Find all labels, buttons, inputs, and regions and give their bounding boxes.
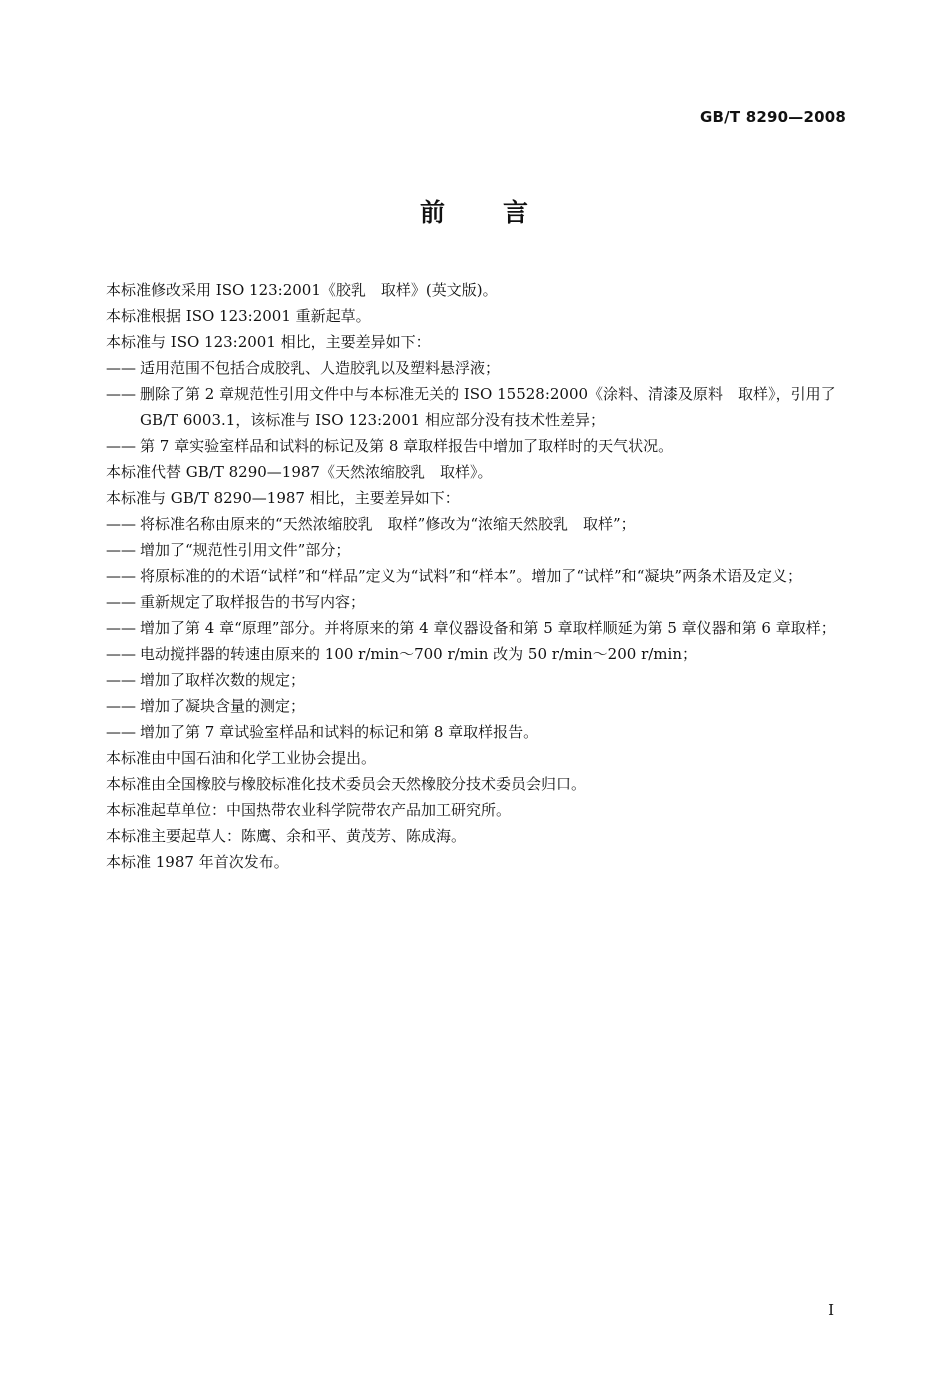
paragraph: 本标准与 ISO 123:2001 相比，主要差异如下： xyxy=(106,333,431,351)
list-item-text: 增加了“规范性引用文件”部分； xyxy=(140,541,351,559)
dash-marker: —— xyxy=(106,619,136,637)
list-item xyxy=(106,615,850,641)
list-item-text: 重新规定了取样报告的书写内容； xyxy=(140,593,366,611)
list-item xyxy=(106,511,850,537)
list-item xyxy=(106,641,850,667)
standard-code: GB/T 8290—2008 xyxy=(700,108,846,126)
dash-marker: —— xyxy=(106,697,136,715)
list-item-text: 适用范围不包括合成胶乳、人造胶乳以及塑料悬浮液； xyxy=(140,359,501,377)
list-item-text: 删除了第 2 章规范性引用文件中与本标准无关的 ISO 15528:2000《涂料、清漆及原料 取样》，引用了 GB/T 6003.1，该标准与 ISO 123:2001 相应部分没有技术性差异； xyxy=(140,385,836,429)
list-item-text: 第 7 章实验室样品和试料的标记及第 8 章取样报告中增加了取样时的天气状况。 xyxy=(140,437,674,455)
paragraph: 本标准由中国石油和化学工业协会提出。 xyxy=(106,749,377,767)
list-item xyxy=(106,537,850,563)
list-item xyxy=(106,693,850,719)
paragraph: 本标准主要起草人：陈鹰、余和平、黄茂芳、陈成海。 xyxy=(106,827,467,845)
list-item xyxy=(106,563,850,589)
list-item-text: 增加了取样次数的规定； xyxy=(140,671,306,689)
list-item-text: 增加了凝块含量的测定； xyxy=(140,697,306,715)
paragraph: 本标准由全国橡胶与橡胶标准化技术委员会天然橡胶分技术委员会归口。 xyxy=(106,775,587,793)
paragraph: 本标准与 GB/T 8290—1987 相比，主要差异如下： xyxy=(106,489,460,507)
list-item xyxy=(106,355,850,381)
page-number: I xyxy=(828,1301,834,1319)
dash-marker: —— xyxy=(106,671,136,689)
dash-marker: —— xyxy=(106,515,136,533)
dash-marker: —— xyxy=(106,593,136,611)
list-item-text: 电动搅拌器的转速由原来的 100 r/min～700 r/min 改为 50 r/min～200 r/min； xyxy=(140,645,697,663)
page-title xyxy=(0,193,950,229)
list-item xyxy=(106,433,850,459)
list-item-text: 增加了第 4 章“原理”部分。并将原来的第 4 章仪器设备和第 5 章取样顺延为第 5 章仪器和第 6 章取样； xyxy=(140,619,836,637)
paragraph: 本标准起草单位：中国热带农业科学院带农产品加工研究所。 xyxy=(106,801,512,819)
dash-marker: —— xyxy=(106,541,136,559)
title-char-2: 言 xyxy=(503,198,531,227)
paragraph: 本标准修改采用 ISO 123:2001《胶乳 取样》(英文版)。 xyxy=(106,281,498,299)
dash-marker: —— xyxy=(106,359,136,377)
list-item-text: 增加了第 7 章试验室样品和试料的标记和第 8 章取样报告。 xyxy=(140,723,539,741)
dash-marker: —— xyxy=(106,723,136,741)
title-char-1: 前 xyxy=(419,198,447,227)
list-item-text: 将原标准的的术语“试样”和“样品”定义为“试料”和“样本”。增加了“试样”和“凝块”两条术语及定义； xyxy=(140,567,803,585)
dash-marker: —— xyxy=(106,385,136,403)
list-item xyxy=(106,589,850,615)
dash-marker: —— xyxy=(106,645,136,663)
list-item xyxy=(106,667,850,693)
foreword-body xyxy=(106,277,850,875)
paragraph: 本标准代替 GB/T 8290—1987《天然浓缩胶乳 取样》。 xyxy=(106,463,493,481)
dash-marker: —— xyxy=(106,567,136,585)
dash-marker: —— xyxy=(106,437,136,455)
paragraph: 本标准根据 ISO 123:2001 重新起草。 xyxy=(106,307,371,325)
list-item-text: 将标准名称由原来的“天然浓缩胶乳 取样”修改为“浓缩天然胶乳 取样”； xyxy=(140,515,636,533)
list-item xyxy=(106,719,850,745)
list-item xyxy=(106,381,850,433)
paragraph: 本标准 1987 年首次发布。 xyxy=(106,853,289,871)
